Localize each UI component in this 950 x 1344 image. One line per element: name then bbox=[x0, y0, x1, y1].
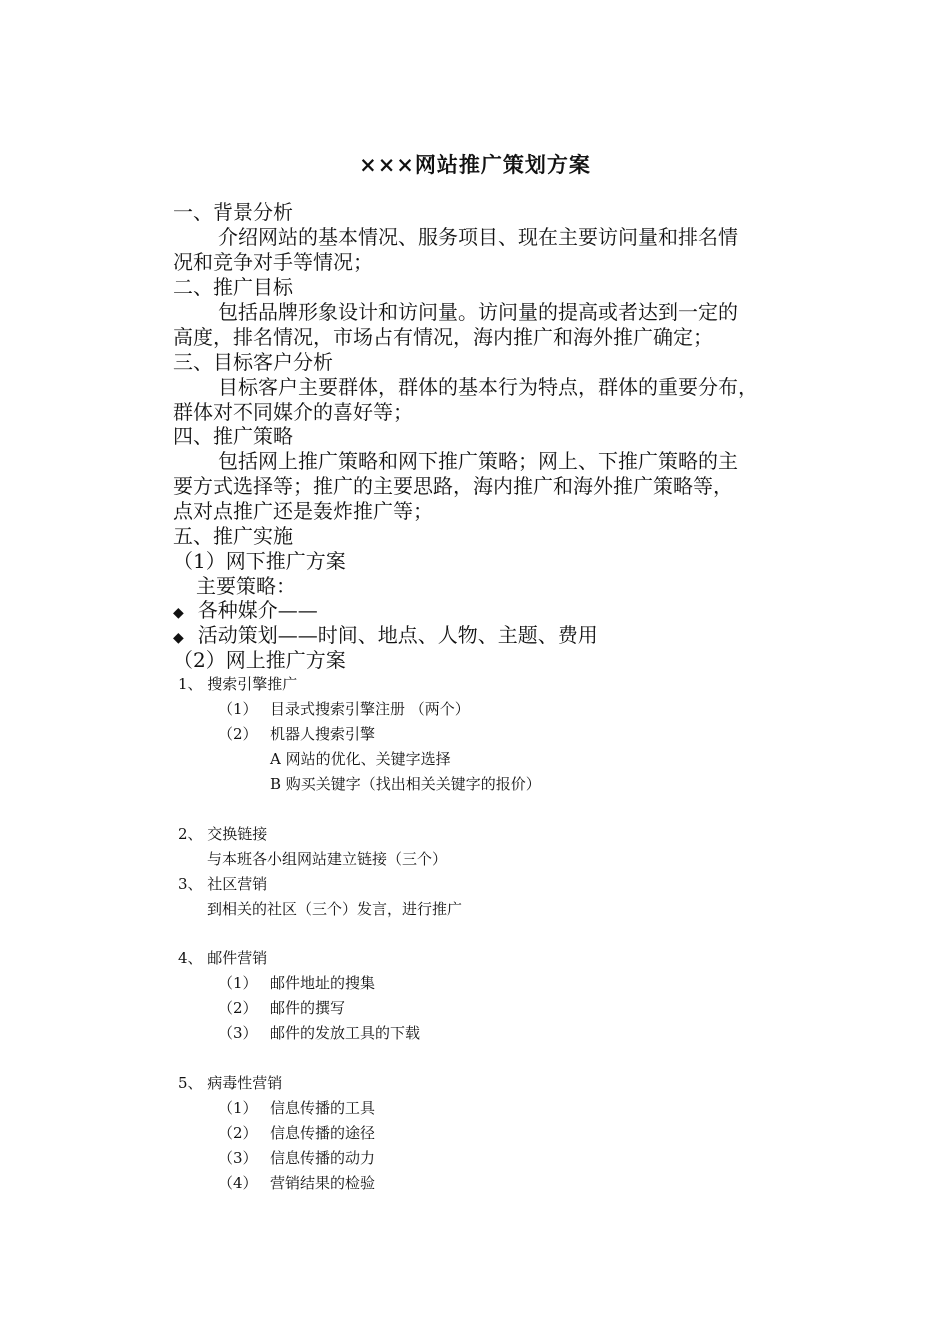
section-body-line: 高度，排名情况，市场占有情况，海内推广和海外推广确定； bbox=[173, 325, 713, 349]
sub-item-number: （2） bbox=[218, 725, 258, 743]
sub-item-number: （1） bbox=[218, 974, 258, 992]
diamond-bullet-icon: ◆ bbox=[173, 630, 184, 646]
section-body-line: 目标客户主要群体，群体的基本行为特点，群体的重要分布， bbox=[218, 375, 758, 399]
sub-item-number: （2） bbox=[218, 999, 258, 1017]
sub-item-text: 邮件地址的搜集 bbox=[270, 974, 376, 992]
sub-item-number: （1） bbox=[218, 1099, 258, 1117]
sub-item bbox=[218, 724, 375, 744]
sub-item bbox=[218, 973, 375, 993]
sub-item bbox=[218, 1023, 420, 1043]
subsection-heading-offline: （1）网下推广方案 bbox=[173, 549, 346, 573]
sub-item-text: 机器人搜索引擎 bbox=[270, 725, 376, 743]
section-body-line: 介绍网站的基本情况、服务项目、现在主要访问量和排名情 bbox=[218, 225, 738, 249]
bullet-text: 各种媒介—— bbox=[197, 598, 318, 622]
section-body-line: 包括品牌形象设计和访问量。访问量的提高或者达到一定的 bbox=[218, 300, 738, 324]
sub-item bbox=[218, 1098, 375, 1118]
sub-item-text: 信息传播的途径 bbox=[270, 1124, 376, 1142]
section-body-line: 点对点推广还是轰炸推广等； bbox=[173, 499, 433, 523]
sub-item-text: 邮件的撰写 bbox=[270, 999, 346, 1017]
subsection-heading-online: （2）网上推广方案 bbox=[173, 648, 346, 672]
item-note: 与本班各小组网站建立链接（三个） bbox=[207, 850, 448, 868]
sub-item-text: 信息传播的工具 bbox=[270, 1099, 376, 1117]
sub-item bbox=[218, 699, 470, 719]
section-heading-goal: 二、推广目标 bbox=[173, 275, 293, 299]
sub-item-text: 目录式搜索引擎注册 （两个） bbox=[270, 700, 470, 718]
section-body-line: 况和竞争对手等情况； bbox=[173, 250, 373, 274]
online-item-title: 2、 交换链接 bbox=[178, 825, 268, 843]
item-note: 到相关的社区（三个）发言，进行推广 bbox=[207, 900, 463, 918]
sub-item-number: （4） bbox=[218, 1174, 258, 1192]
diamond-bullet-icon: ◆ bbox=[173, 605, 184, 621]
section-heading-background: 一、背景分析 bbox=[173, 200, 293, 224]
bullet-text: 活动策划——时间、地点、人物、主题、费用 bbox=[197, 623, 598, 647]
bullet-item bbox=[173, 623, 598, 651]
online-item-title: 1、 搜索引擎推广 bbox=[178, 675, 298, 693]
sub-item-number: （3） bbox=[218, 1024, 258, 1042]
detail-line: B 购买关键字（找出相关关键字的报价） bbox=[270, 775, 541, 793]
section-heading-strategy: 四、推广策略 bbox=[173, 424, 293, 448]
bullet-item bbox=[173, 598, 318, 626]
sub-item-number: （3） bbox=[218, 1149, 258, 1167]
sub-item bbox=[218, 1173, 375, 1193]
sub-item-text: 邮件的发放工具的下载 bbox=[270, 1024, 421, 1042]
section-body-line: 群体对不同媒介的喜好等； bbox=[173, 400, 413, 424]
sub-item-number: （2） bbox=[218, 1124, 258, 1142]
section-heading-implementation: 五、推广实施 bbox=[173, 524, 293, 548]
sub-item-text: 信息传播的动力 bbox=[270, 1149, 376, 1167]
detail-line: A 网站的优化、关键字选择 bbox=[270, 750, 451, 768]
sub-item bbox=[218, 1148, 375, 1168]
online-item-title: 4、 邮件营销 bbox=[178, 949, 268, 967]
online-item-title: 5、 病毒性营销 bbox=[178, 1074, 283, 1092]
section-body-line: 包括网上推广策略和网下推广策略；网上、下推广策略的主 bbox=[218, 449, 738, 473]
document-title: ×××网站推广策划方案 bbox=[359, 152, 591, 177]
section-body-line: 要方式选择等；推广的主要思路，海内推广和海外推广策略等， bbox=[173, 474, 733, 498]
strategy-label: 主要策略： bbox=[196, 574, 296, 598]
sub-item-text: 营销结果的检验 bbox=[270, 1174, 376, 1192]
online-item-title: 3、 社区营销 bbox=[178, 875, 268, 893]
sub-item bbox=[218, 998, 345, 1018]
sub-item-number: （1） bbox=[218, 700, 258, 718]
sub-item bbox=[218, 1123, 375, 1143]
section-heading-customers: 三、目标客户分析 bbox=[173, 350, 333, 374]
